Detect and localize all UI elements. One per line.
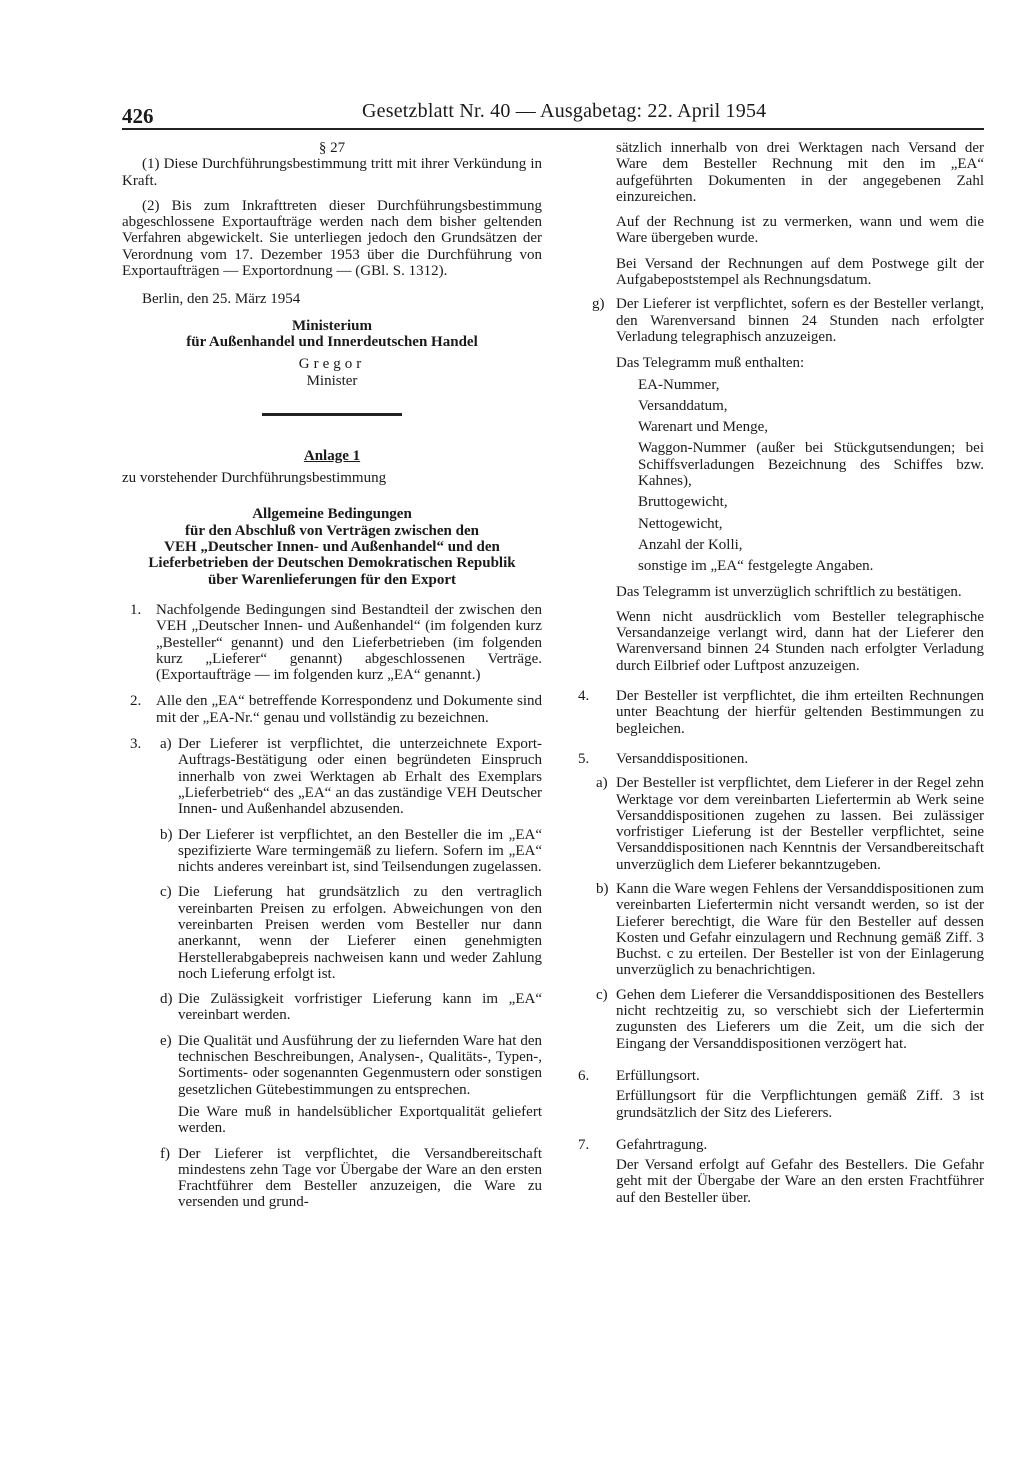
subclause-label: a) <box>596 775 608 792</box>
clause-text: Versanddispositionen. <box>616 750 749 767</box>
subclause-text-2: Die Ware muß in handelsüblicher Exportqualität geliefert werden. <box>178 1103 542 1137</box>
section-divider <box>262 413 402 416</box>
clause-3a <box>122 736 542 817</box>
header-title: Gesetzblatt Nr. 40 — Ausgabetag: 22. April 1954 <box>362 100 767 122</box>
clause-5c <box>592 987 984 1052</box>
clause-number: 5. <box>578 750 590 767</box>
clause-3c <box>122 884 542 982</box>
annex-title: Anlage 1 <box>303 447 361 464</box>
conditions-title-line: über Warenlieferungen für den Export <box>207 571 457 588</box>
conditions-title <box>122 506 542 587</box>
clause-6 <box>578 1067 984 1121</box>
signer-title: Minister <box>306 372 358 389</box>
subclause-label: f) <box>160 1145 170 1162</box>
place-date: Berlin, den 25. März 1954 <box>142 291 301 308</box>
clause-5b <box>592 881 984 979</box>
continued-text-3: Bei Versand der Rechnungen auf dem Postwege gilt der Aufgabepoststempel als Rechnungsdatum. <box>616 255 984 289</box>
clause-body: Der Versand erfolgt auf Gefahr des Bestellers. Die Gefahr geht mit der Übergabe der Ware an den ersten Frachtführer auf den Besteller über. <box>616 1157 984 1206</box>
telegram-item: Bruttogewicht, <box>638 494 728 511</box>
continued-text-2: Auf der Rechnung ist zu vermerken, wann und wem die Ware übergeben wurde. <box>616 214 984 247</box>
clause-3f <box>122 1146 542 1211</box>
subclause-label: b) <box>160 826 173 843</box>
telegram-item: Nettogewicht, <box>638 515 723 532</box>
telegram-item: EA-Nummer, <box>638 376 720 393</box>
conditions-title-line: VEH „Deutscher Innen- und Außenhandel“ und den <box>164 539 500 556</box>
conditions-title-line: für den Abschluß von Verträgen zwischen den <box>185 522 479 539</box>
clause-1 <box>122 602 542 683</box>
subclause-text: Die Zulässigkeit vorfristiger Lieferung kann im „EA“ vereinbart werden. <box>178 991 542 1024</box>
clause-5 <box>578 750 984 767</box>
clause-body: Erfüllungsort für die Verpflichtungen gemäß Ziff. 3 ist grundsätzlich der Sitz des Lieferers. <box>616 1088 984 1121</box>
page-number: 426 <box>122 104 154 128</box>
clause-4 <box>578 688 984 737</box>
telegram-item: sonstige im „EA“ festgelegte Angaben. <box>638 558 874 575</box>
left-column <box>122 140 542 1211</box>
clause-7 <box>578 1136 984 1206</box>
right-column <box>578 140 984 1206</box>
telegram-block <box>592 355 984 674</box>
subclause-label: a) <box>160 736 172 753</box>
subclause-text: Der Lieferer ist verpflichtet, die unterzeichnete Export-Auftrags-Bestätigung oder einen begründeten Einspruch innerhalb von zwei Werktagen ab Erhalt des Exemplars „Lieferbetrieb“ des „EA“ an das zuständige VEH Deutscher Innen- und Außenhandel abzusenden. <box>178 736 542 818</box>
header-rule <box>122 128 984 130</box>
clause-2 <box>122 693 542 726</box>
clause-number: 2. <box>130 693 142 710</box>
clause-3d <box>122 991 542 1024</box>
ministry-line-1: Ministerium <box>292 317 372 334</box>
paragraph-1: (1) Diese Durchführungsbestimmung tritt mit ihrer Verkündung in Kraft. <box>122 156 542 189</box>
clause-3g <box>592 296 984 345</box>
clause-3e <box>122 1033 542 1137</box>
subclause-label: d) <box>160 991 173 1008</box>
section-heading: § 27 <box>318 140 346 156</box>
ministry-line-2: für Außenhandel und Innerdeutschen Handel <box>186 333 478 350</box>
telegram-item: Anzahl der Kolli, <box>638 536 743 553</box>
clause-text: Erfüllungsort. <box>616 1067 700 1084</box>
clause-5a <box>592 775 984 873</box>
subclause-text: Gehen dem Lieferer die Versanddispositionen des Bestellers nicht rechtzeitig zu, so verschiebt sich der Liefertermin zugunsten des Lieferers um die Zeit, um die sich der Eingang der Versanddispositionen verzögert hat. <box>616 986 984 1052</box>
subclause-text: Die Qualität und Ausführung der zu liefernden Ware hat den technischen Beschreibungen, Analysen-, Qualitäts-, Typen-, Sortiments- oder sogenannten Gegenmustern oder sonstigen gesetzlichen Gütebestimmungen zu entsprechen. <box>178 1032 542 1098</box>
telegram-list <box>616 377 984 575</box>
conditions-title-line: Lieferbetrieben der Deutschen Demokratischen Republik <box>148 555 516 572</box>
clause-number: 7. <box>578 1136 590 1153</box>
subclause-text: Der Besteller ist verpflichtet, dem Lieferer in der Regel zehn Werktage vor dem vereinbarten Liefertermin ab Werk seine Versanddispositionen zugehen zu lassen. Bei zulässiger vorfristiger Lieferung ist der Besteller verpflichtet, seine Versanddispositionen nach Kenntnis der Versandbereitschaft unverzüglich dem Lieferer bekanntzugeben. <box>616 775 984 873</box>
subclause-label: e) <box>160 1032 172 1049</box>
subclause-label: c) <box>160 884 172 901</box>
subclause-label: c) <box>596 986 608 1003</box>
clause-text: Alle den „EA“ betreffende Korrespondenz und Dokumente sind mit der „EA-Nr.“ genau und vollständig zu bezeichnen. <box>156 693 542 726</box>
subclause-text: Kann die Ware wegen Fehlens der Versanddispositionen zum vereinbarten Liefertermin nicht versandt werden, so ist der Lieferer berechtigt, die Ware für den Besteller auf dessen Kosten und Gefahr einzulagern und Rechnung gemäß Ziff. 3 Buchst. c zu erteilen. Der Besteller ist von der Einlagerung unverzüglich zu benachrichtigen. <box>616 880 984 979</box>
telegram-item: Waggon-Nummer (außer bei Stückgutsendungen; bei Schiffsverladungen Bezeichnung des Schiffes bzw. Kahnes), <box>638 440 984 490</box>
clause-3b <box>122 827 542 876</box>
continued-text: sätzlich innerhalb von drei Werktagen nach Versand der Ware dem Besteller Rechnung mit den im „EA“ aufgeführten Dokumenten in der angegebenen Zahl einzureichen. <box>616 140 984 205</box>
clause-number: 1. <box>130 601 142 618</box>
subclause-text: Die Lieferung hat grundsätzlich zu den vertraglich vereinbarten Preisen zu erfolgen. Abweichungen von den vereinbarten Preisen werden vom Besteller nur dann anerkannt, wenn der Lieferer einen genehmigten Herstellerabgabepreis nachweisen kann und weder Zahlung noch Lieferung erfolgt ist. <box>178 884 542 982</box>
paragraph-2: (2) Bis zum Inkrafttreten dieser Durchführungsbestimmung abgeschlossene Exportaufträge werden nach dem bisher geltenden Verfahren abgewickelt. Sie unterliegen jedoch den Grundsätzen der Verordnung vom 17. Dezember 1953 über die Durchführung von Exportaufträgen — Exportordnung — (GBl. S. 1312). <box>122 197 542 280</box>
clause-3f-continued <box>592 140 984 288</box>
telegram-item: Versanddatum, <box>638 397 728 414</box>
subclause-label: g) <box>592 296 605 313</box>
telegram-intro: Das Telegramm muß enthalten: <box>616 355 805 372</box>
signer-name: Gregor <box>298 356 366 373</box>
subclause-text: Der Lieferer ist verpflichtet, sofern es der Besteller verlangt, den Warenversand binnen 24 Stunden nach erfolgter Verladung telegraphisch anzuzeigen. <box>616 296 984 345</box>
conditions-title-line: Allgemeine Bedingungen <box>252 506 412 523</box>
telegram-note-2: Wenn nicht ausdrücklich vom Besteller telegraphische Versandanzeige verlangt wird, dann hat der Lieferer den Warenversand binnen 24 Stunden nach erfolgter Verladung durch Eilbrief oder Luftpost anzuzeigen. <box>616 608 984 674</box>
clause-text: Der Besteller ist verpflichtet, die ihm erteilten Rechnungen unter Beachtung der hierfür geltenden Bestimmungen zu begleichen. <box>616 688 984 737</box>
clause-number: 6. <box>578 1067 590 1084</box>
telegram-item: Warenart und Menge, <box>638 419 768 436</box>
subclause-text: Der Lieferer ist verpflichtet, die Versandbereitschaft mindestens zehn Tage vor Übergabe der Ware an den ersten Frachtführer dem Besteller anzuzeigen, die Ware zu versenden und grund- <box>178 1145 542 1211</box>
telegram-note-1: Das Telegramm ist unverzüglich schriftlich zu bestätigen. <box>616 583 962 600</box>
clause-number: 3. <box>130 736 142 753</box>
clause-number: 4. <box>578 688 590 705</box>
subclause-label: b) <box>596 880 609 897</box>
annex-subtitle: zu vorstehender Durchführungsbestimmung <box>122 470 387 487</box>
clause-text: Gefahrtragung. <box>616 1136 708 1153</box>
clause-text: Nachfolgende Bedingungen sind Bestandteil der zwischen den VEH „Deutscher Innen- und Außenhandel“ (im folgenden kurz „Besteller“ genannt) und den Lieferbetrieben (im folgenden kurz „Lieferer“ genannt) abgeschlossenen Verträge. (Exportaufträge — im folgenden kurz „EA“ genannt.) <box>156 601 542 684</box>
page-header <box>122 98 984 134</box>
subclause-text: Der Lieferer ist verpflichtet, an den Besteller die im „EA“ spezifizierte Ware termingemäß zu liefern. Sofern im „EA“ nichts anderes vereinbart ist, sind Teilsendungen zugelassen. <box>178 826 542 876</box>
